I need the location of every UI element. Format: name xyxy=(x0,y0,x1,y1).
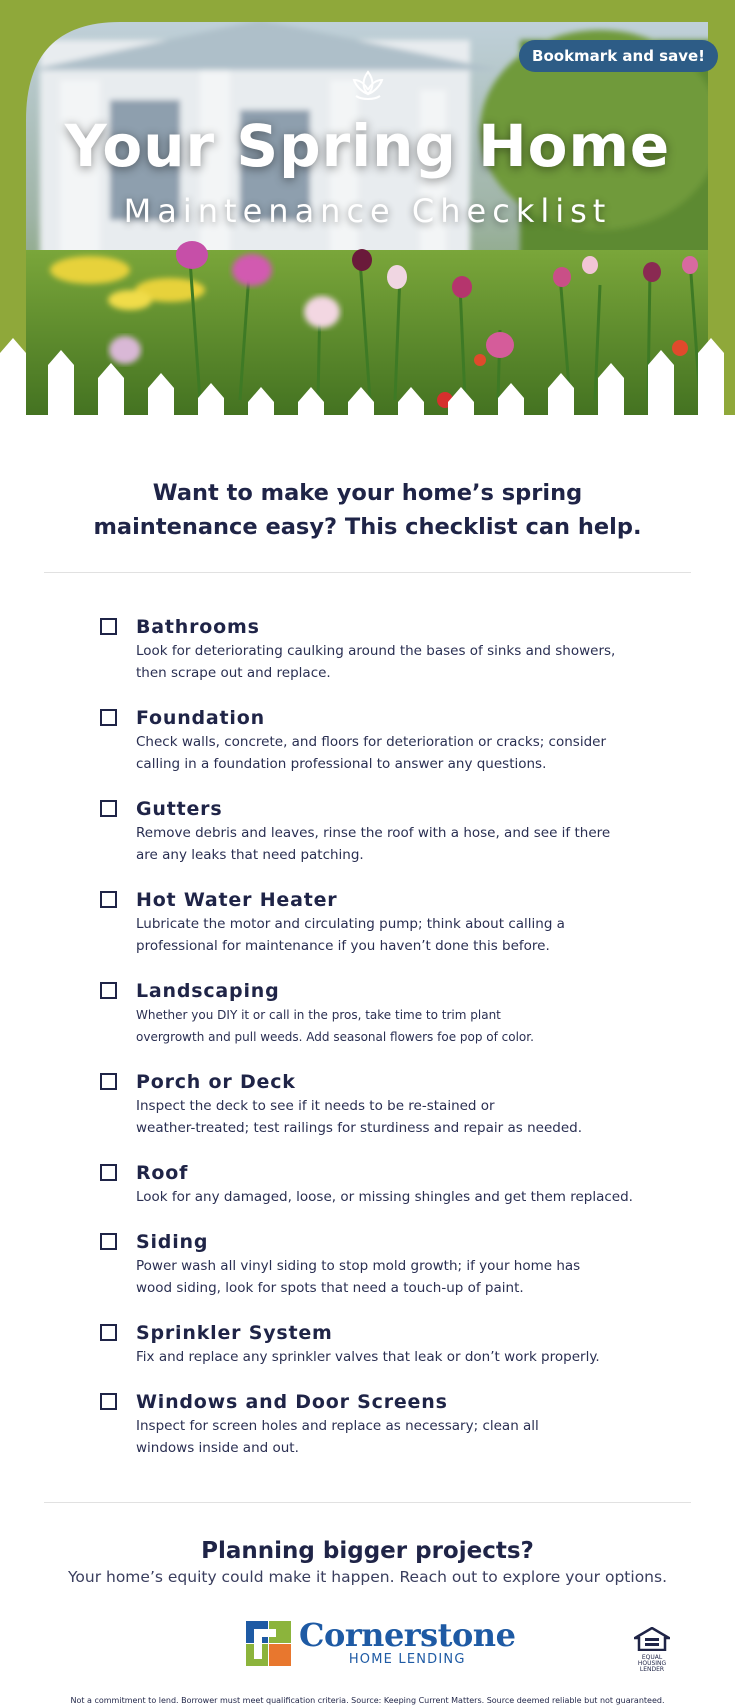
hero-subtitle: Maintenance Checklist xyxy=(123,192,612,230)
item-title: Landscaping xyxy=(136,980,280,1002)
item-desc-line: calling in a foundation professional to answer any questions. xyxy=(136,756,547,772)
checkbox[interactable] xyxy=(100,709,117,726)
item-description xyxy=(136,1186,641,1208)
checklist-item-bathrooms xyxy=(100,616,735,684)
item-title: Roof xyxy=(136,1162,189,1184)
item-description xyxy=(136,1415,641,1459)
checklist xyxy=(0,573,735,1488)
equal-housing-house-icon xyxy=(634,1627,670,1651)
intro-heading xyxy=(0,476,735,544)
item-desc-line: are any leaks that need patching. xyxy=(136,847,364,863)
logo-text xyxy=(299,1616,516,1667)
hero-title: Your Spring Home xyxy=(64,112,671,180)
item-desc-line: Whether you DIY it or call in the pros, take time to trim plant xyxy=(136,1008,501,1022)
item-description xyxy=(136,731,641,775)
intro-line-1: Want to make your home’s spring xyxy=(152,480,583,506)
checkbox[interactable] xyxy=(100,1164,117,1181)
checkbox[interactable] xyxy=(100,982,117,999)
cta-text: Your home’s equity could make it happen. Reach out to explore your options. xyxy=(67,1568,667,1586)
checkbox[interactable] xyxy=(100,1324,117,1341)
checklist-item-porch-or-deck xyxy=(100,1071,735,1139)
ehl-line-1: EQUAL HOUSING xyxy=(637,1654,667,1667)
item-desc-line: Power wash all vinyl siding to stop mold growth; if your home has xyxy=(136,1258,581,1274)
checklist-item-windows-and-door-screens xyxy=(100,1391,735,1459)
item-desc-line: then scrape out and replace. xyxy=(136,665,331,681)
item-desc-line: wood siding, look for spots that need a touch-up of paint. xyxy=(136,1280,524,1296)
item-description xyxy=(136,1095,641,1139)
checkbox[interactable] xyxy=(100,1073,117,1090)
checklist-item-landscaping xyxy=(100,980,735,1048)
item-desc-line: Look for any damaged, loose, or missing shingles and get them replaced. xyxy=(136,1189,633,1205)
item-description xyxy=(136,822,641,866)
logo-subtitle: HOME LENDING xyxy=(348,1652,466,1667)
cornerstone-logo[interactable] xyxy=(246,1616,516,1667)
item-title: Hot Water Heater xyxy=(136,889,338,911)
item-desc-line: Check walls, concrete, and floors for deterioration or cracks; consider xyxy=(136,734,607,750)
item-title: Porch or Deck xyxy=(136,1071,296,1093)
divider xyxy=(44,1502,691,1503)
item-title: Gutters xyxy=(136,798,223,820)
item-desc-line: windows inside and out. xyxy=(136,1440,299,1456)
checklist-item-roof xyxy=(100,1162,735,1208)
item-desc-line: Remove debris and leaves, rinse the roof with a hose, and see if there xyxy=(136,825,611,841)
item-desc-line: professional for maintenance if you haven’t done this before. xyxy=(136,938,550,954)
item-description xyxy=(136,913,641,957)
item-desc-line: Fix and replace any sprinkler valves that leak or don’t work properly. xyxy=(136,1349,600,1365)
checkbox[interactable] xyxy=(100,1393,117,1410)
checkbox[interactable] xyxy=(100,891,117,908)
checkbox[interactable] xyxy=(100,800,117,817)
checklist-item-siding xyxy=(100,1231,735,1299)
checkbox[interactable] xyxy=(100,1233,117,1250)
item-title: Bathrooms xyxy=(136,616,260,638)
item-description xyxy=(136,1004,536,1048)
item-desc-line: Lubricate the motor and circulating pump; think about calling a xyxy=(136,916,565,932)
logo-name: Cornerstone xyxy=(299,1616,516,1654)
bookmark-button[interactable]: Bookmark and save! xyxy=(519,40,718,72)
cornerstone-logo-mark-icon xyxy=(246,1621,291,1666)
checklist-item-gutters xyxy=(100,798,735,866)
item-title: Windows and Door Screens xyxy=(136,1391,448,1413)
item-title: Sprinkler System xyxy=(136,1322,333,1344)
hero-banner xyxy=(0,0,735,430)
ehl-line-2: LENDER xyxy=(639,1666,665,1673)
equal-housing-lender xyxy=(632,1627,672,1673)
item-description xyxy=(136,1346,641,1368)
item-description xyxy=(136,640,641,684)
footer xyxy=(0,1586,735,1706)
item-title: Siding xyxy=(136,1231,209,1253)
checklist-item-foundation xyxy=(100,707,735,775)
disclaimer: Not a commitment to lend. Borrower must meet qualification criteria. Source: Keeping Current Matters. Source deemed reliable but not guaranteed. xyxy=(70,1696,665,1705)
item-desc-line: Inspect the deck to see if it needs to be re-stained or xyxy=(136,1098,495,1114)
item-desc-line: Inspect for screen holes and replace as necessary; clean all xyxy=(136,1418,539,1434)
checklist-item-hot-water-heater xyxy=(100,889,735,957)
item-title: Foundation xyxy=(136,707,265,729)
intro-line-2: maintenance easy? This checklist can help. xyxy=(93,514,642,540)
item-desc-line: overgrowth and pull weeds. Add seasonal flowers foe pop of color. xyxy=(136,1030,534,1044)
checklist-item-sprinkler-system xyxy=(100,1322,735,1368)
item-desc-line: weather-treated; test railings for sturdiness and repair as needed. xyxy=(136,1120,582,1136)
cta-heading: Planning bigger projects? xyxy=(201,1538,534,1564)
item-description xyxy=(136,1255,641,1299)
checkbox[interactable] xyxy=(100,618,117,635)
item-desc-line: Look for deteriorating caulking around the bases of sinks and showers, xyxy=(136,643,616,659)
lotus-icon xyxy=(350,68,386,102)
